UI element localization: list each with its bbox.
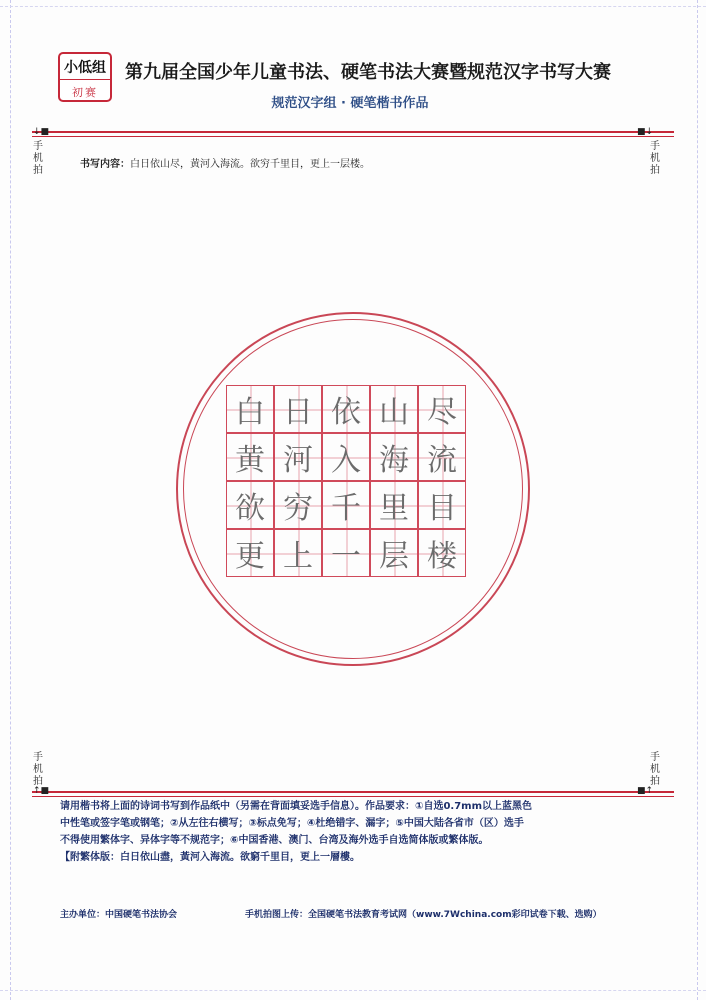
- writing-content-text: 白日依山尽，黄河入海流。欲穷千里目，更上一层楼。: [130, 159, 370, 170]
- top-red-band: [32, 131, 674, 137]
- grid-cell: 目: [418, 481, 466, 529]
- instruction-line: 请用楷书将上面的诗词书写到作品纸中（另需在背面填妥选手信息）。作品要求：①自选0.7mm以上蓝黑色: [60, 801, 533, 812]
- group-label: 小低组: [64, 60, 106, 76]
- bottom-red-band: [32, 791, 674, 797]
- stage-label: 初赛: [72, 86, 98, 99]
- badge-divider: [60, 79, 110, 80]
- grid-cell: 河: [274, 433, 322, 481]
- right-binding-guide: [697, 0, 698, 1000]
- bottom-guide: [0, 990, 706, 991]
- grid-cell: 入: [322, 433, 370, 481]
- grid-cell: 尽: [418, 385, 466, 433]
- instruction-line: 不得使用繁体字、异体字等不规范字；⑥中国香港、澳门、台湾及海外选手自选简体版或繁体版。: [60, 835, 489, 846]
- grid-cell: 山: [370, 385, 418, 433]
- upload-info: 手机拍图上传：全国硬笔书法教育考试网（www.7Wchina.com彩印试卷下载、选购）: [245, 910, 602, 920]
- grid-cell: 海: [370, 433, 418, 481]
- grid-cell: 流: [418, 433, 466, 481]
- grid-cell: 一: [322, 529, 370, 577]
- camera-icon: ↑■: [33, 786, 50, 796]
- grid-cell: 穷: [274, 481, 322, 529]
- grid-cell: 更: [226, 529, 274, 577]
- grid-cell: 白: [226, 385, 274, 433]
- grid-cell: 上: [274, 529, 322, 577]
- writing-grid: [226, 385, 466, 577]
- writing-content-label: 书写内容：: [80, 159, 130, 170]
- phone-photo-label: 手机拍: [650, 141, 660, 176]
- top-guide: [0, 6, 706, 7]
- phone-photo-label: 手机拍: [33, 752, 43, 787]
- grid-cell: 黄: [226, 433, 274, 481]
- instruction-line: 【附繁体版：白日依山盡，黃河入海流。欲窮千里目，更上一層樓。: [60, 852, 360, 863]
- group-badge: [58, 52, 112, 102]
- page-title: 第九届全国少年儿童书法、硬笔书法大赛暨规范汉字书写大赛: [125, 62, 611, 83]
- grid-cell: 里: [370, 481, 418, 529]
- instruction-line: 中性笔或签字笔或钢笔；②从左往右横写；③标点免写；④杜绝错字、漏字；⑤中国大陆各省市（区）选手: [60, 818, 524, 829]
- grid-cell: 依: [322, 385, 370, 433]
- organizer: 主办单位：中国硬笔书法协会: [60, 910, 178, 920]
- phone-photo-label: 手机拍: [33, 141, 43, 176]
- camera-icon: ↓■: [33, 127, 50, 137]
- grid-cell: 欲: [226, 481, 274, 529]
- camera-icon: ■↓: [637, 127, 654, 137]
- instructions: [60, 798, 640, 866]
- phone-photo-label: 手机拍: [650, 752, 660, 787]
- page-subtitle: 规范汉字组 · 硬笔楷书作品: [271, 96, 429, 111]
- grid-cell: 楼: [418, 529, 466, 577]
- left-binding-guide: [10, 0, 11, 1000]
- grid-cell: 层: [370, 529, 418, 577]
- grid-cell: 千: [322, 481, 370, 529]
- writing-content: [80, 155, 370, 170]
- grid-cell: 日: [274, 385, 322, 433]
- camera-icon: ■↑: [637, 786, 654, 796]
